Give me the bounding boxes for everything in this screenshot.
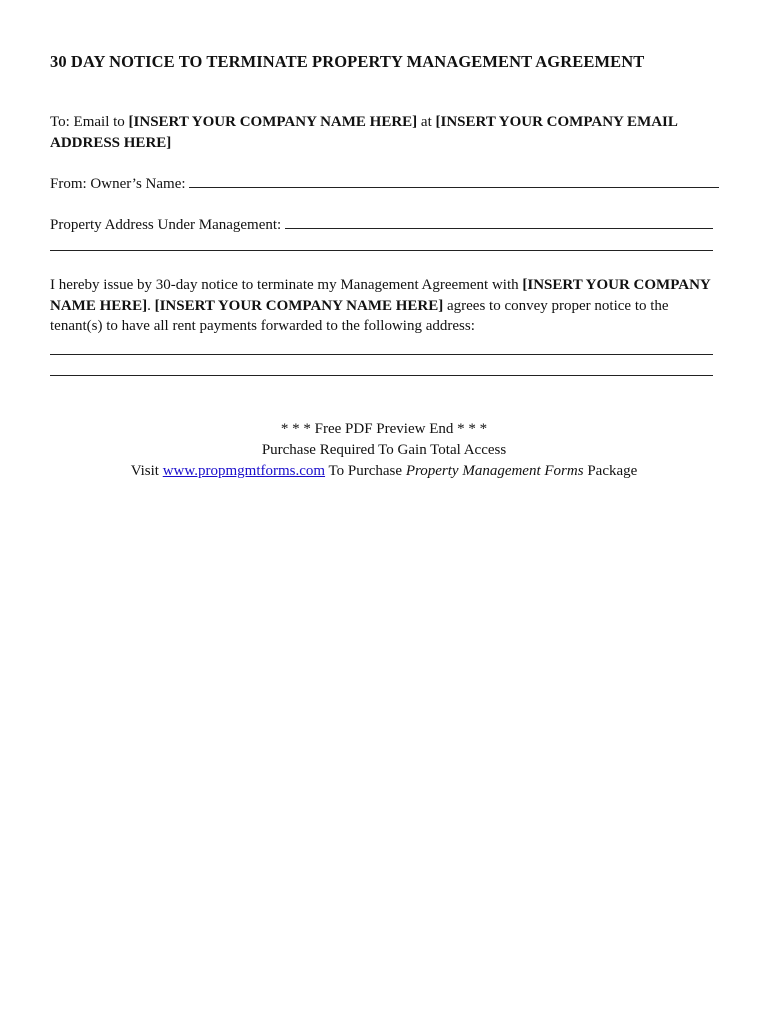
body-text-2: . bbox=[147, 297, 155, 314]
body-text-1: I hereby issue by 30-day notice to terminate my Management Agreement with bbox=[50, 277, 523, 293]
purchase-required-text: Purchase Required To Gain Total Access bbox=[261, 442, 507, 458]
owner-name-label: From: Owner’s Name: bbox=[50, 176, 190, 192]
propmgmtforms-link[interactable]: www.propmgmtforms.com bbox=[162, 463, 326, 479]
preview-footer bbox=[0, 419, 768, 482]
document-title: 30 DAY NOTICE TO TERMINATE PROPERTY MANAGEMENT AGREEMENT bbox=[50, 52, 645, 71]
preview-end-text: * * * Free PDF Preview End * * * bbox=[280, 421, 488, 437]
property-address-blank-line-2[interactable] bbox=[50, 250, 713, 251]
forwarding-address-blank-line-2[interactable] bbox=[50, 375, 713, 376]
at-text: at bbox=[417, 114, 436, 130]
body-text-3: agrees to convey proper notice to the tenant(s) to have all rent payments forwarded to the following address: bbox=[50, 297, 669, 334]
property-address-label: Property Address Under Management: bbox=[50, 217, 285, 233]
body-company-placeholder-2: [INSERT YOUR COMPANY NAME HERE] bbox=[154, 297, 444, 314]
notice-body bbox=[50, 275, 720, 337]
property-address-blank[interactable] bbox=[285, 214, 713, 229]
to-prefix: To: Email to bbox=[50, 114, 129, 130]
package-suffix: Package bbox=[583, 463, 638, 479]
visit-prefix: Visit bbox=[130, 463, 163, 479]
from-line bbox=[50, 173, 718, 195]
to-line bbox=[50, 112, 718, 153]
company-email-placeholder: [INSERT YOUR COMPANY EMAIL ADDRESS HERE] bbox=[50, 114, 678, 151]
company-name-placeholder: [INSERT YOUR COMPANY NAME HERE] bbox=[128, 114, 418, 130]
owner-name-blank[interactable] bbox=[189, 173, 719, 188]
body-company-placeholder-1: [INSERT YOUR COMPANY NAME HERE] bbox=[50, 277, 711, 314]
package-name: Property Management Forms bbox=[405, 463, 584, 479]
to-purchase-text: To Purchase bbox=[325, 463, 406, 479]
visit-line bbox=[0, 461, 768, 482]
property-address-line bbox=[50, 214, 718, 236]
forwarding-address-blank-line-1[interactable] bbox=[50, 354, 713, 355]
